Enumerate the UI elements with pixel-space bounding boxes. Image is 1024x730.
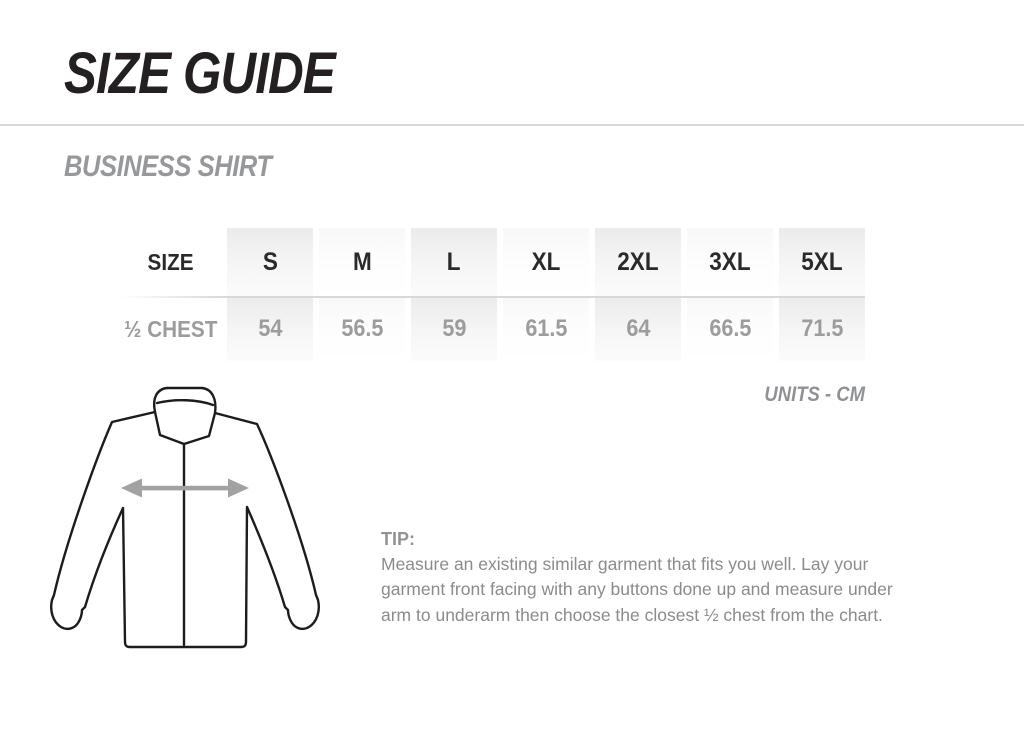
page-title: SIZE GUIDE — [64, 41, 335, 106]
shirt-outline-icon — [51, 388, 319, 647]
half-chest-xl: 61.5 — [503, 297, 589, 361]
half-chest-3xl: 66.5 — [687, 297, 773, 361]
tip-block — [381, 527, 926, 628]
half-chest-m: 56.5 — [319, 297, 405, 361]
size-col-2xl: 2XL — [595, 228, 681, 297]
size-col-l: L — [411, 228, 497, 297]
units-label: UNITS - CM — [764, 383, 865, 406]
half-chest-2xl: 64 — [595, 297, 681, 361]
size-table — [120, 228, 865, 361]
size-row-header: SIZE — [147, 249, 194, 275]
product-subtitle: BUSINESS SHIRT — [64, 150, 272, 183]
size-col-s: S — [227, 228, 313, 297]
size-col-5xl: 5XL — [779, 228, 865, 297]
size-col-m: M — [319, 228, 405, 297]
size-col-xl: XL — [503, 228, 589, 297]
tip-text-line: Measure an existing similar garment that fits you well. Lay your — [381, 554, 869, 574]
table-row-divider — [120, 296, 865, 298]
tip-text-line: garment front facing with any buttons done up and measure under — [381, 579, 893, 600]
size-col-3xl: 3XL — [687, 228, 773, 297]
tip-text-line: arm to underarm then choose the closest ½ chest from the chart. — [381, 604, 883, 625]
shirt-illustration — [50, 386, 325, 656]
half-chest-row-header: ½ CHEST — [123, 315, 218, 342]
half-chest-s: 54 — [227, 297, 313, 361]
half-chest-5xl: 71.5 — [779, 297, 865, 361]
half-chest-l: 59 — [411, 297, 497, 361]
horizontal-divider — [0, 124, 1024, 126]
tip-label: TIP: — [381, 529, 415, 549]
